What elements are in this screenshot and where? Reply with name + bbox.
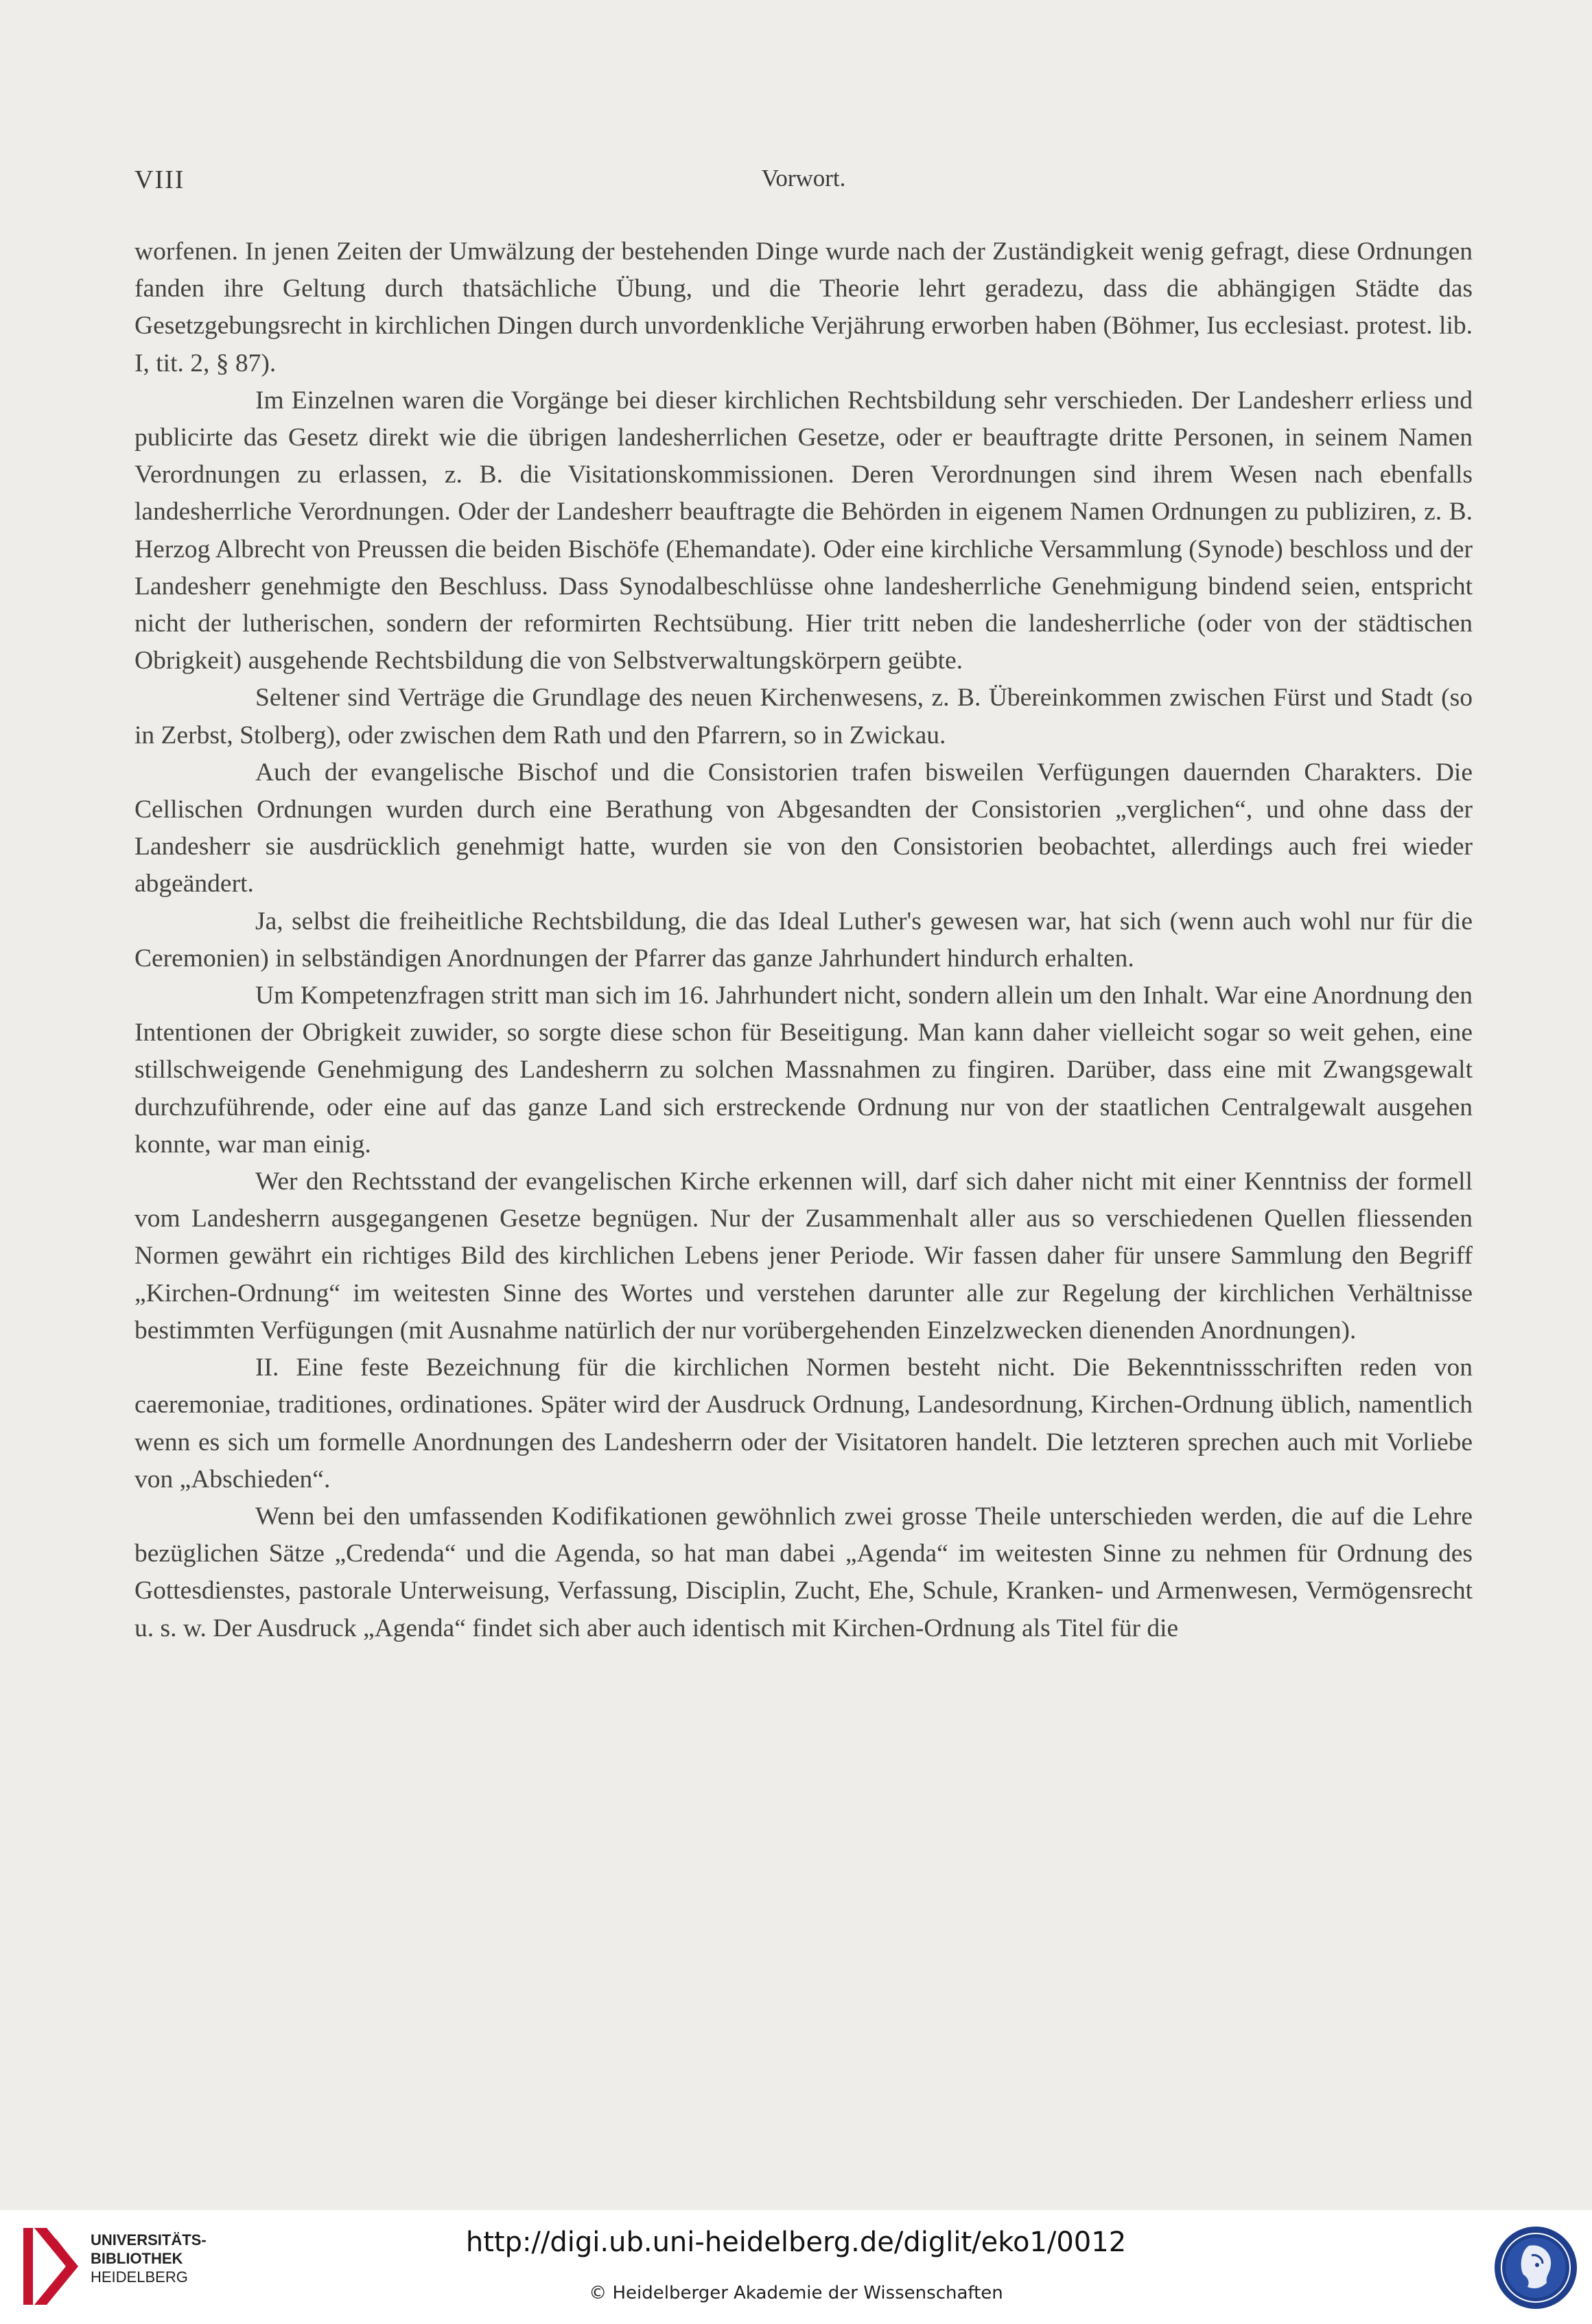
copyright-notice: © Heidelberger Akademie der Wissenschaften bbox=[589, 2283, 1003, 2303]
permalink-url[interactable]: http://digi.ub.uni-heidelberg.de/diglit/eko1/0012 bbox=[465, 2227, 1127, 2258]
paragraph: II. Eine feste Bezeichnung für die kirchlichen Normen besteht nicht. Die Bekenntnissschriften reden von caeremoniae, traditiones, ordinationes. Später wird der Ausdruck Ordnung, Landesordnung, Kirchen-Ordnung üblich, namentlich wenn es sich um formelle Anordnungen des Landesherrn oder der Visitatoren handelt. Die letzteren sprechen auch mit Vorliebe von „Abschieden“. bbox=[134, 1353, 1473, 1494]
digitization-footer bbox=[0, 2210, 1592, 2324]
logo-line: BIBLIOTHEK bbox=[91, 2250, 183, 2267]
academy-seal-icon bbox=[1493, 2225, 1578, 2310]
paragraph: Wenn bei den umfassenden Kodifikationen gewöhnlich zwei grosse Theile unterschieden werden, die auf die Lehre bezüglichen Sätze „Credenda“ und die Agenda, so hat man dabei „Agenda“ im weitesten Sinne zu nehmen für Ordnung des Gottesdienstes, pastorale Unterweisung, Verfassung, Disciplin, Zucht, Ehe, Schule, Kranken- und Armenwesen, Vermögensrecht u. s. w. Der Ausdruck „Agenda“ findet sich aber auch identisch mit Kirchen-Ordnung als Titel für die bbox=[134, 1502, 1473, 1642]
page-number: VIII bbox=[134, 165, 185, 194]
logo-line: UNIVERSITÄTS- bbox=[91, 2231, 207, 2249]
logo-line: HEIDELBERG bbox=[91, 2268, 188, 2286]
paragraph: Auch der evangelische Bischof und die Consistorien trafen bisweilen Verfügungen dauernden Charakters. Die Cellischen Ordnungen wurden durch eine Berathung von Abgesandten der Consistorien „verglichen“, und ohne dass der Landesherr sie ausdrücklich genehmigt hatte, wurden sie von den Consistorien beobachtet, allerdings auch frei wieder abgeändert. bbox=[134, 758, 1473, 898]
paragraph: Ja, selbst die freiheitliche Rechtsbildung, die das Ideal Luther's gewesen war, hat sich (wenn auch wohl nur für die Ceremonien) in selbständigen Anordnungen der Pfarrer das ganze Jahrhundert hindurch erhalten. bbox=[134, 907, 1473, 973]
running-title: Vorwort. bbox=[761, 165, 846, 191]
body-text bbox=[134, 233, 1473, 1647]
paragraph: Im Einzelnen waren die Vorgänge bei dieser kirchlichen Rechtsbildung sehr verschieden. Der Landesherr erliess und publicirte das Gesetz direkt wie die übrigen landesherrlichen Gesetze, oder er beauftragte dritte Personen, in seinem Namen Verordnungen zu erlassen, z. B. die Visitationskommissionen. Deren Verordnungen sind ihrem Wesen nach ebenfalls landesherrliche Verordnungen. Oder der Landesherr beauftragte die Behörden in eigenem Namen Ordnungen zu publiziren, z. B. Herzog Albrecht von Preussen die beiden Bischöfe (Ehemandate). Oder eine kirchliche Versammlung (Synode) beschloss und der Landesherr genehmigte den Beschluss. Dass Synodalbeschlüsse ohne landesherrliche Genehmigung bindend seien, entspricht nicht der lutherischen, sondern der reformirten Rechtsübung. Hier tritt neben die landesherrliche (oder von der städtischen Obrigkeit) ausgehende Rechtsbildung die von Selbstverwaltungskörpern geübte. bbox=[134, 386, 1473, 675]
page-header bbox=[134, 165, 1473, 206]
paragraph: Seltener sind Verträge die Grundlage des neuen Kirchenwesens, z. B. Übereinkommen zwischen Fürst und Stadt (so in Zerbst, Stolberg), oder zwischen dem Rath und den Pfarrern, so in Zwickau. bbox=[134, 684, 1473, 750]
paragraph: Wer den Rechtsstand der evangelischen Kirche erkennen will, darf sich daher nicht mit einer Kenntniss der formell vom Landesherrn ausgegangenen Gesetze begnügen. Nur der Zusammenhalt aller aus so verschiedenen Quellen fliessenden Normen gewährt ein richtiges Bild des kirchlichen Lebens jener Periode. Wir fassen daher für unsere Sammlung den Begriff „Kirchen-Ordnung“ im weitesten Sinne des Wortes und verstehen darunter alle zur Regelung der kirchlichen Verhältnisse bestimmten Verfügungen (mit Ausnahme natürlich der nur vorübergehenden Einzelzwecken dienenden Anordnungen). bbox=[134, 1167, 1473, 1345]
paragraph: worfenen. In jenen Zeiten der Umwälzung der bestehenden Dinge wurde nach der Zuständigkeit wenig gefragt, diese Ordnungen fanden ihre Geltung durch thatsächliche Übung, und die Theorie lehrt geradezu, dass die abhängigen Städte das Gesetzgebungsrecht in kirchlichen Dingen durch unvordenkliche Verjährung erworben haben (Böhmer, Ius ecclesiast. protest. lib. I, tit. 2, § 87). bbox=[134, 237, 1473, 377]
paragraph: Um Kompetenzfragen stritt man sich im 16. Jahrhundert nicht, sondern allein um den Inhalt. War eine Anordnung den Intentionen der Obrigkeit zuwider, so sorgte diese schon für Beseitigung. Man kann daher vielleicht sogar so weit gehen, eine stillschweigende Genehmigung des Landesherrn zu solchen Massnahmen zu fingiren. Darüber, dass eine mit Zwangsgewalt durchzuführende, oder eine auf das ganze Land sich erstreckende Ordnung nur von der staatlichen Centralgewalt ausgehen konnte, war man einig. bbox=[134, 981, 1473, 1159]
